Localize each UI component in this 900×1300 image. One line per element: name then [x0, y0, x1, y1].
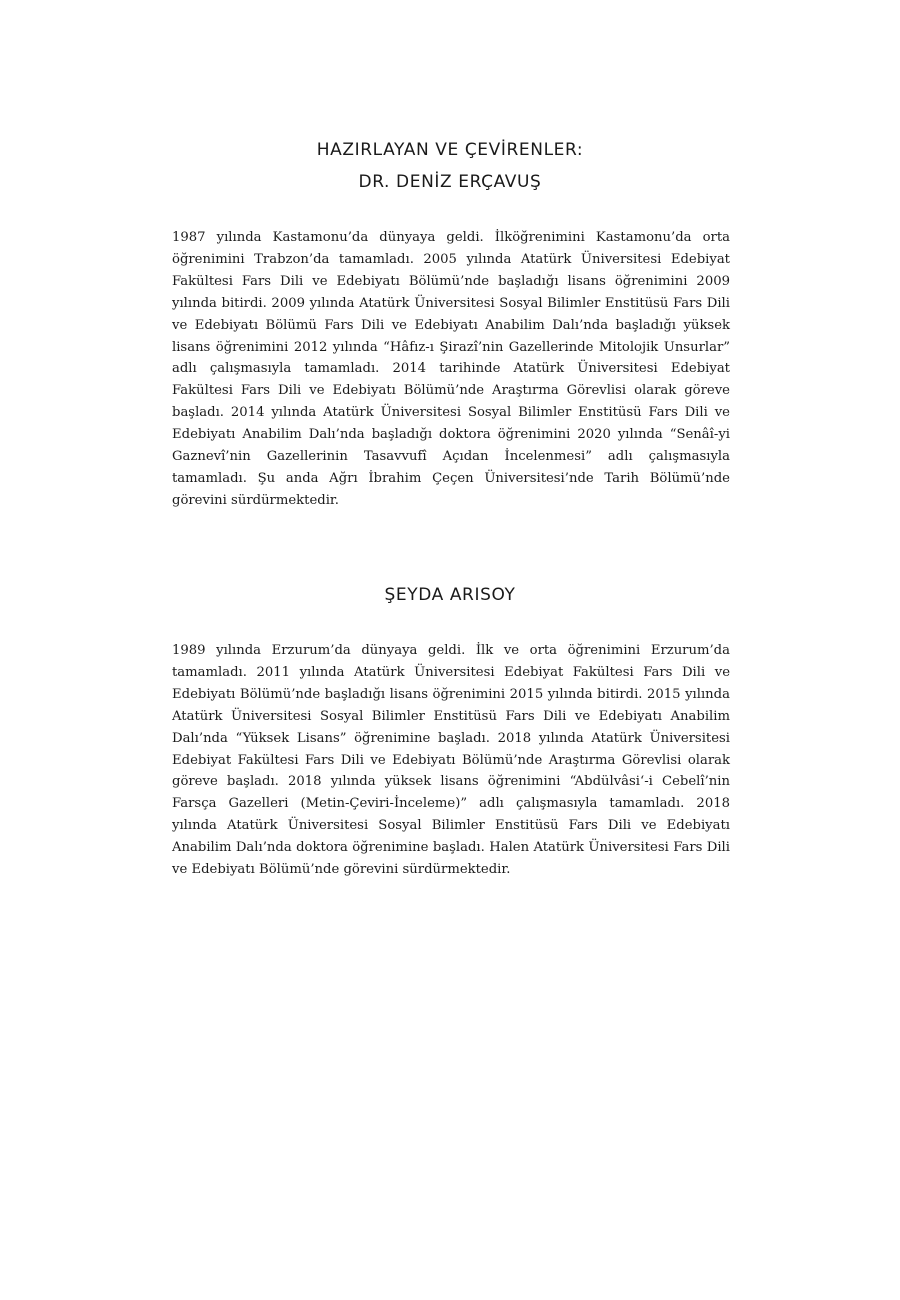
section-title: HAZIRLAYAN VE ÇEVİRENLER:: [316, 140, 584, 160]
author-name-arisoy: ŞEYDA ARISOY: [384, 585, 516, 605]
author-bio-arisoy: 1989 yılında Erzurum’da dünyaya geldi. İlk ve orta öğrenimini Erzurum’da tamamladı. 2011 yılında Atatürk Üniversitesi Edebiyat Fakültesi Fars Dili ve Edebiyatı Bölümü’nde başladığı lisans öğrenimini 2015 yılında bitirdi. 2015 yılında Atatürk Üniversitesi Sosyal Bilimler Enstitüsü Fars Dili ve Edebiyatı Anabilim Dalı’nda “Yüksek Lisans” öğrenimine başladı. 2018 yılında Atatürk Üniversitesi Edebiyat Fakültesi Fars Dili ve Edebiyatı Bölümü’nde Araştırma Görevlisi olarak göreve başladı. 2018 yılında yüksek lisans öğrenimini “Abdülvâsi‘-i Cebelî’nin Farsça Gazelleri (Metin-Çeviri-İnceleme)” adlı çalışmasıyla tamamladı. 2018 yılında Atatürk Üniversitesi Sosyal Bilimler Enstitüsü Fars Dili ve Edebiyatı Anabilim Dalı’nda doktora öğrenimine başladı. Halen Atatürk Üniversitesi Fars Dili ve Edebiyatı Bölümü’nde görevini sürdürmektedir.: [172, 643, 730, 878]
author-bio-ercavus: 1987 yılında Kastamonu’da dünyaya geldi. İlköğrenimini Kastamonu’da orta öğrenimini Trabzon’da tamamladı. 2005 yılında Atatürk Üniversitesi Edebiyat Fakültesi Fars Dili ve Edebiyatı Bölümü’nde başladığı lisans öğrenimini 2009 yılında bitirdi. 2009 yılında Atatürk Üniversitesi Sosyal Bilimler Enstitüsü Fars Dili ve Edebiyatı Bölümü Fars Dili ve Edebiyatı Anabilim Dalı’nda başladığı yüksek lisans öğrenimini 2012 yılında “Hâfız-ı Şirazî’nin Gazellerinde Mitolojik Unsurlar” adlı çalışmasıyla tamamladı. 2014 tarihinde Atatürk Üniversitesi Edebiyat Fakültesi Fars Dili ve Edebiyatı Bölümü’nde Araştırma Görevlisi olarak göreve başladı. 2014 yılında Atatürk Üniversitesi Sosyal Bilimler Enstitüsü Fars Dili ve Edebiyatı Anabilim Dalı’nda başladığı doktora öğrenimini 2020 yılında “Senâî-yi Gaznevî’nin Gazellerinin Tasavvufî Açıdan İncelenmesi” adlı çalışmasıyla tamamladı. Şu anda Ağrı İbrahim Çeçen Üniversitesi’nde Tarih Bölümü’nde görevini sürdürmektedir.: [172, 230, 730, 508]
author-name-ercavus: DR. DENİZ ERÇAVUŞ: [358, 172, 542, 192]
